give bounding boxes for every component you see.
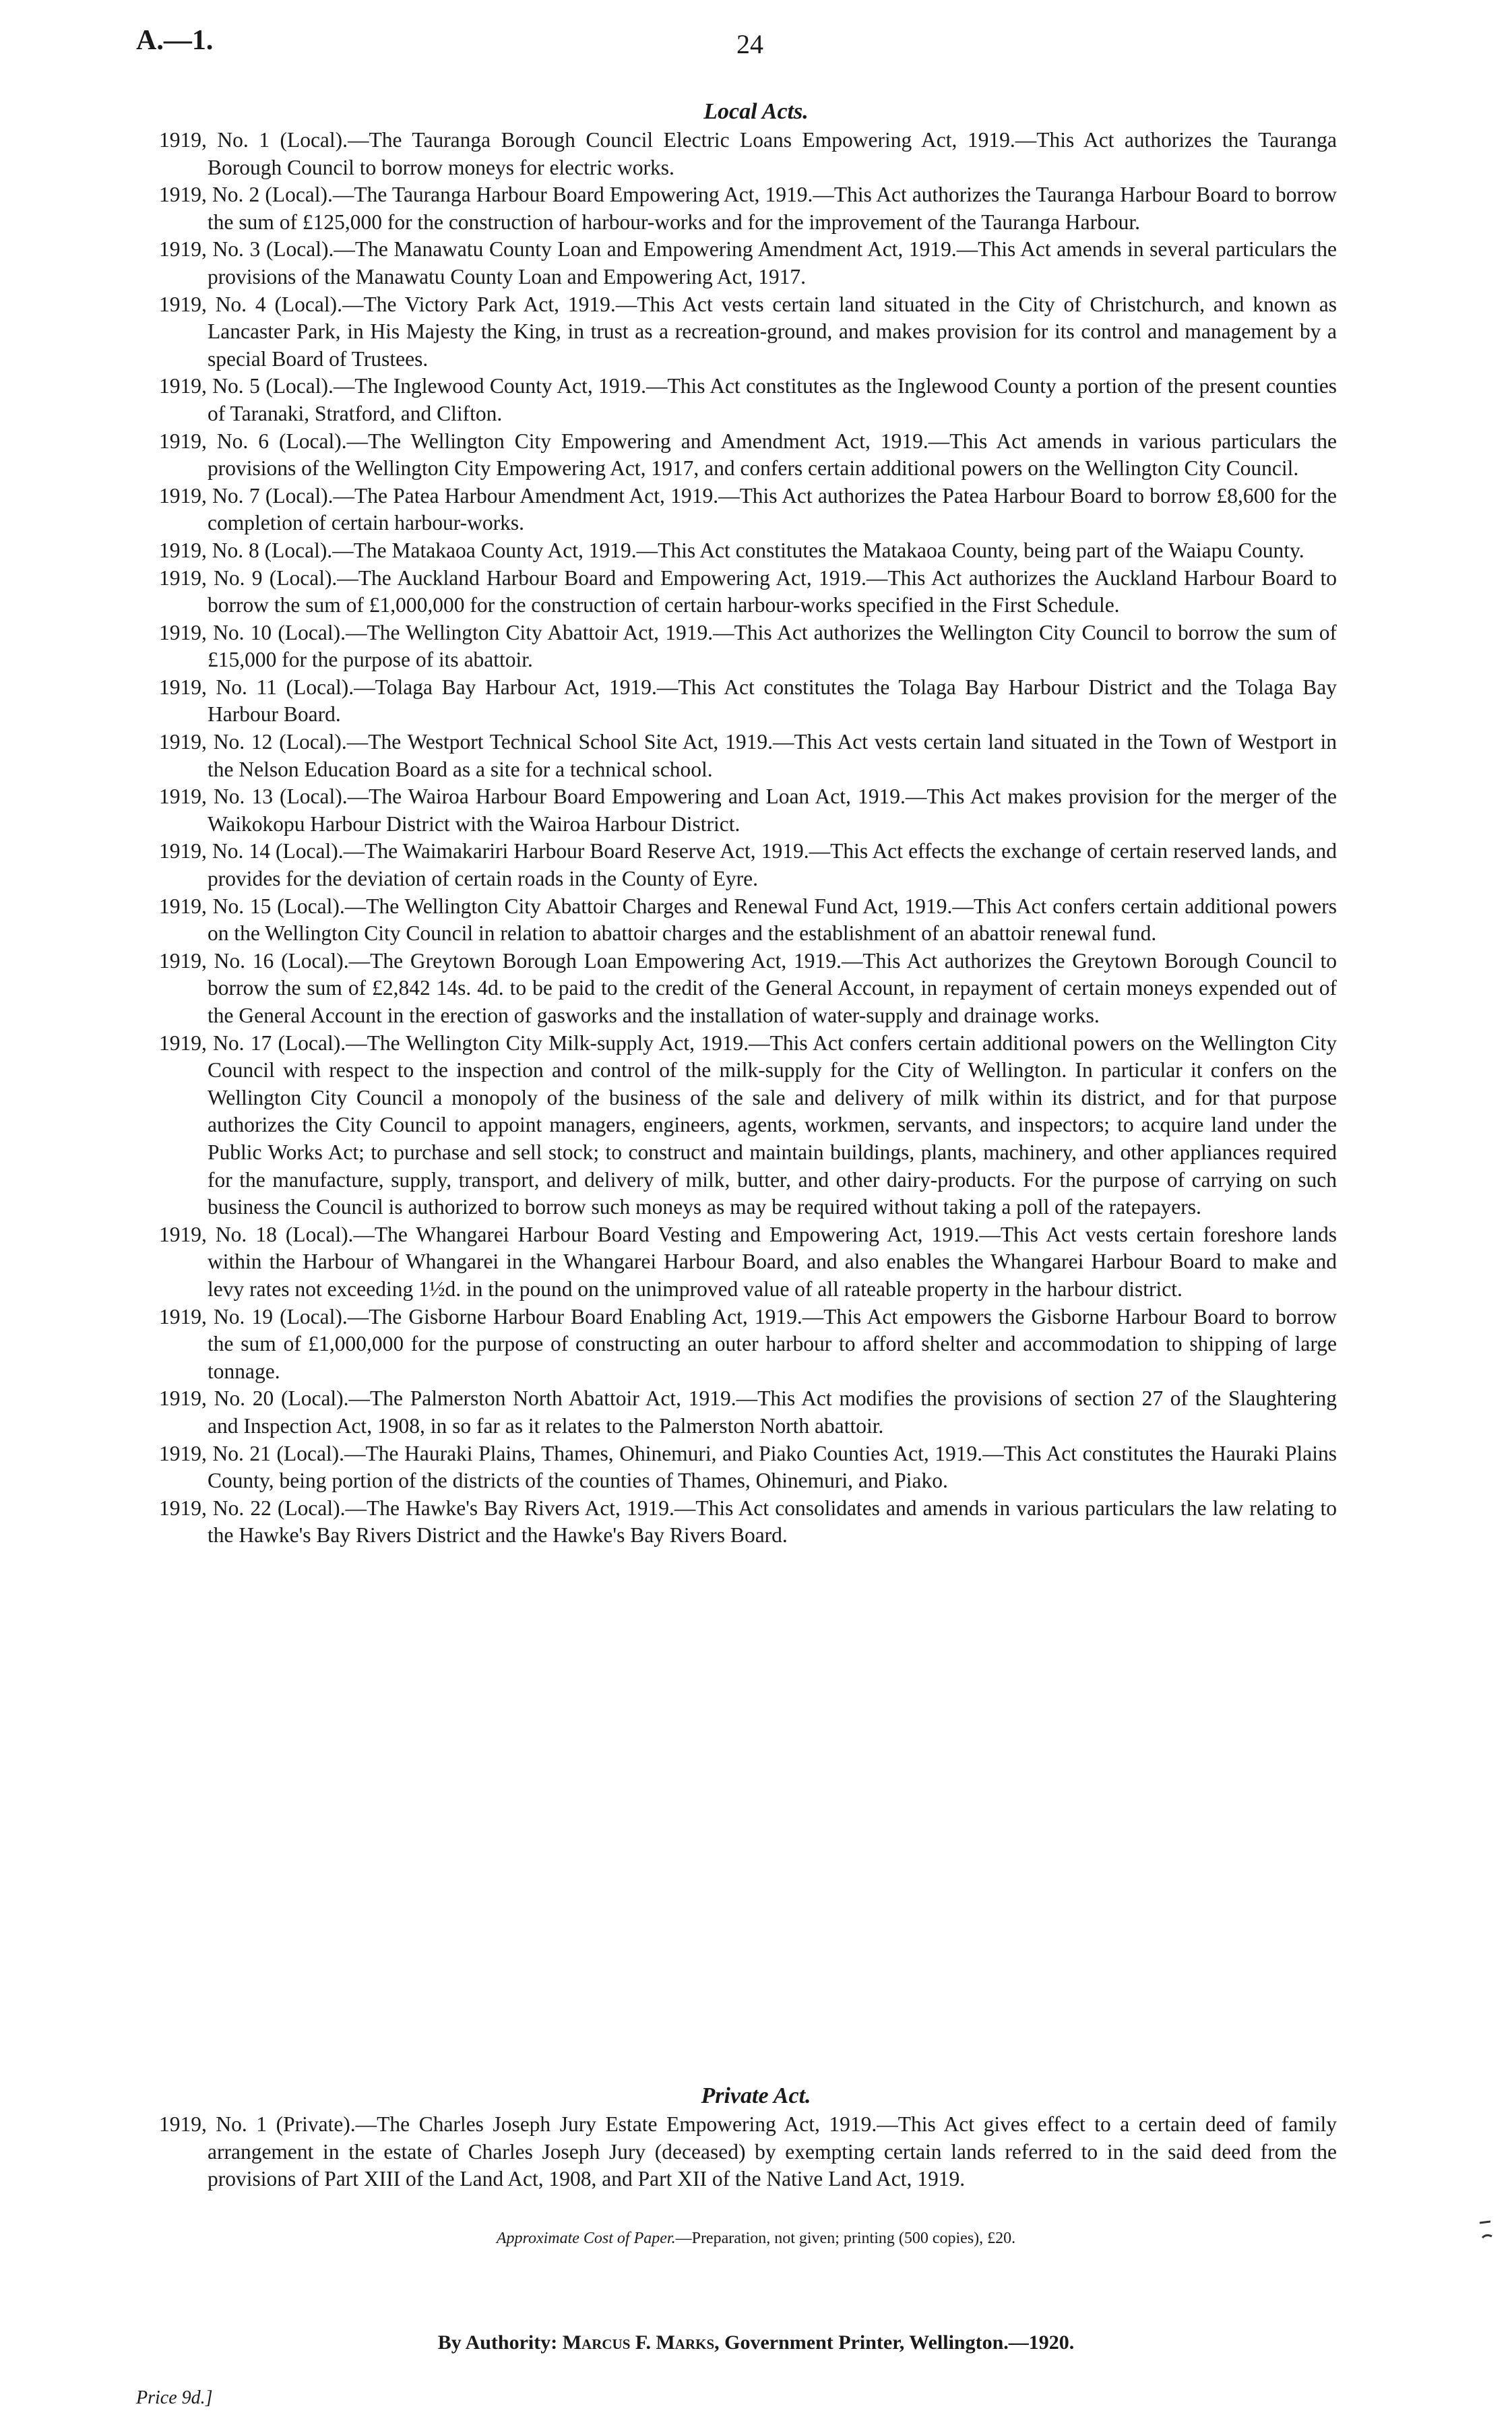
act-entry: 1919, No. 10 (Local).—The Wellington City Abattoir Act, 1919.—This Act authorizes the Wellington City Council to borrow the sum of £15,000 for the purpose of its abattoir. (159, 620, 1337, 672)
page-header (0, 24, 1512, 65)
cost-label: Approximate Cost of Paper. (496, 2230, 676, 2247)
authority-prefix: By Authority: (437, 2331, 563, 2354)
cost-text: —Preparation, not given; printing (500 copies), £20. (675, 2230, 1016, 2247)
act-entry: 1919, No. 15 (Local).—The Wellington City Abattoir Charges and Renewal Fund Act, 1919.—This Act confers certain additional powers on the Wellington City Council in relation to abattoir charges and the establishment of an abattoir renewal fund. (159, 894, 1337, 946)
private-acts-list (159, 2111, 1337, 2193)
local-acts-list (159, 127, 1337, 1550)
act-entry: 1919, No. 2 (Local).—The Tauranga Harbour Board Empowering Act, 1919.—This Act authorizes the Tauranga Harbour Board to borrow the sum of £125,000 for the construction of harbour-works and for the improvement of the Tauranga Harbour. (159, 183, 1337, 234)
page-number: 24 (736, 29, 763, 59)
act-entry: 1919, No. 21 (Local).—The Hauraki Plains, Thames, Ohinemuri, and Piako Counties Act, 1919.—This Act constitutes the Hauraki Plains County, being portion of the districts of the counties of Thames, Ohinemuri, and Piako. (159, 1441, 1337, 1493)
act-entry: 1919, No. 13 (Local).—The Wairoa Harbour Board Empowering and Loan Act, 1919.—This Act makes provision for the merger of the Waikokopu Harbour District with the Wairoa Harbour District. (159, 785, 1337, 836)
act-entry: 1919, No. 3 (Local).—The Manawatu County Loan and Empowering Amendment Act, 1919.—This Act amends in several particulars the provisions of the Manawatu County Loan and Empowering Act, 1917. (159, 237, 1337, 288)
act-entry: 1919, No. 20 (Local).—The Palmerston North Abattoir Act, 1919.—This Act modifies the provisions of section 27 of the Slaughtering and Inspection Act, 1908, in so far as it relates to the Palmerston North abattoir. (159, 1386, 1337, 1438)
act-entry: 1919, No. 8 (Local).—The Matakaoa County Act, 1919.—This Act constitutes the Matakaoa County, being part of the Waiapu County. (159, 538, 1304, 562)
act-entry: 1919, No. 5 (Local).—The Inglewood County Act, 1919.—This Act constitutes as the Inglewood County a portion of the present counties of Taranaki, Stratford, and Clifton. (159, 374, 1337, 425)
act-entry: 1919, No. 14 (Local).—The Waimakariri Harbour Board Reserve Act, 1919.—This Act effects the exchange of certain reserved lands, and provides for the deviation of certain roads in the County of Eyre. (159, 839, 1337, 891)
act-entry: 1919, No. 22 (Local).—The Hawke's Bay Rivers Act, 1919.—This Act consolidates and amends in various particulars the law relating to the Hawke's Bay Rivers District and the Hawke's Bay Rivers Board. (159, 1496, 1337, 1548)
act-entry: 1919, No. 19 (Local).—The Gisborne Harbour Board Enabling Act, 1919.—This Act empowers the Gisborne Harbour Board to borrow the sum of £1,000,000 for the purpose of constructing an outer harbour to afford shelter and accommodation to shipping of large tonnage. (159, 1304, 1337, 1383)
printer-name: Marcus F. Marks (562, 2331, 715, 2354)
act-entry: 1919, No. 18 (Local).—The Whangarei Harbour Board Vesting and Empowering Act, 1919.—This Act vests certain foreshore lands within the Harbour of Whangarei in the Whangarei Harbour Board, and also enables the Whangarei Harbour Board to make and levy rates not exceeding 1½d. in the pound on the unimproved value of all rateable property in the harbour district. (159, 1222, 1337, 1301)
private-act-heading: Private Act. (701, 2083, 811, 2108)
act-entry: 1919, No. 6 (Local).—The Wellington City Empowering and Amendment Act, 1919.—This Act amends in various particulars the provisions of the Wellington City Empowering Act, 1917, and confers certain additional powers on the Wellington City Council. (159, 429, 1337, 481)
act-entry: 1919, No. 1 (Local).—The Tauranga Borough Council Electric Loans Empowering Act, 1919.—This Act authorizes the Tauranga Borough Council to borrow moneys for electric works. (159, 128, 1337, 179)
authority-line (0, 2331, 1512, 2354)
act-entry: 1919, No. 9 (Local).—The Auckland Harbour Board and Empowering Act, 1919.—This Act authorizes the Auckland Harbour Board to borrow the sum of £1,000,000 for the construction of certain harbour-works specified in the First Schedule. (159, 565, 1337, 617)
act-entry: 1919, No. 16 (Local).—The Greytown Borough Loan Empowering Act, 1919.—This Act authorizes the Greytown Borough Council to borrow the sum of £2,842 14s. 4d. to be paid to the credit of the General Account, in repayment of certain moneys expended out of the General Account in the erection of gasworks and the installation of water-supply and drainage works. (159, 948, 1337, 1027)
local-acts-heading: Local Acts. (703, 99, 809, 124)
authority-suffix: , Government Printer, Wellington.—1920. (714, 2331, 1075, 2354)
document-reference: A.—1. (136, 25, 214, 56)
act-entry: 1919, No. 7 (Local).—The Patea Harbour Amendment Act, 1919.—This Act authorizes the Patea Harbour Board to borrow £8,600 for the completion of certain harbour-works. (159, 483, 1337, 535)
act-entry: 1919, No. 1 (Private).—The Charles Joseph Jury Estate Empowering Act, 1919.—This Act gives effect to a certain deed of family arrangement in the estate of Charles Joseph Jury (deceased) by exempting certain lands referred to in the said deed from the provisions of Part XIII of the Land Act, 1908, and Part XII of the Native Land Act, 1919. (159, 2112, 1337, 2191)
cost-note (0, 2230, 1512, 2248)
act-entry: 1919, No. 4 (Local).—The Victory Park Act, 1919.—This Act vests certain land situated in the City of Christchurch, and known as Lancaster Park, in His Majesty the King, in trust as a recreation-ground, and makes provision for its control and management by a special Board of Trustees. (159, 292, 1337, 371)
act-entry: 1919, No. 17 (Local).—The Wellington City Milk-supply Act, 1919.—This Act confers certain additional powers on the Wellington City Council with respect to the inspection and control of the milk-supply for the City of Wellington. In particular it confers on the Wellington City Council a monopoly of the business of the sale and delivery of milk within its district, and for that purpose authorizes the City Council to appoint managers, engineers, agents, workmen, servants, and inspectors; to acquire land under the Public Works Act; to purchase and sell stock; to construct and maintain buildings, plants, machinery, and other appliances required for the manufacture, supply, transport, and delivery of milk, butter, and other dairy-products. For the purpose of carrying on such business the Council is authorized to borrow such moneys as may be required without taking a poll of the ratepayers. (159, 1031, 1337, 1219)
margin-mark-icon (1476, 2217, 1496, 2244)
act-entry: 1919, No. 12 (Local).—The Westport Technical School Site Act, 1919.—This Act vests certain land situated in the Town of Westport in the Nelson Education Board as a site for a technical school. (159, 730, 1337, 781)
price-label: Price 9d.] (136, 2387, 213, 2408)
act-entry: 1919, No. 11 (Local).—Tolaga Bay Harbour Act, 1919.—This Act constitutes the Tolaga Bay Harbour District and the Tolaga Bay Harbour Board. (159, 675, 1337, 727)
